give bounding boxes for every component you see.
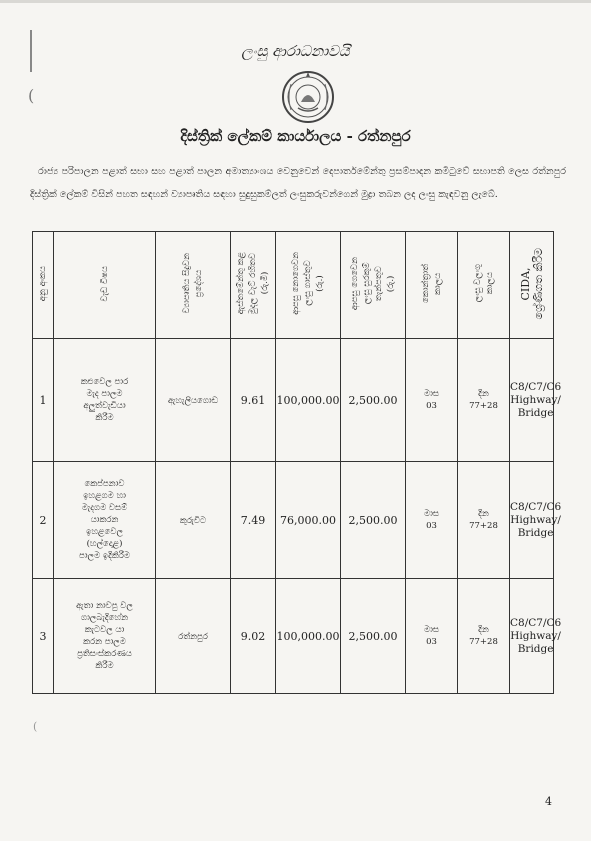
cell-cida: C8/C7/C6 Highway/ Bridge bbox=[510, 579, 554, 694]
cell-duration: මාස 03 bbox=[406, 339, 458, 462]
cell-security: 2,500.00 bbox=[341, 339, 406, 462]
cell-validity: දින 77+28 bbox=[458, 339, 510, 462]
col-header-work: වැඩ විෂය bbox=[54, 232, 156, 339]
cell-no: 2 bbox=[33, 462, 54, 579]
cell-fee: 100,000.00 bbox=[276, 339, 341, 462]
cell-work: කළුවෙල පාර මැද පාලම අලුත්වැඩියා කිරීම bbox=[54, 339, 156, 462]
cell-security: 2,500.00 bbox=[341, 579, 406, 694]
cell-validity: දින 77+28 bbox=[458, 462, 510, 579]
cell-location: කුරුවිට bbox=[156, 462, 231, 579]
intro-paragraph: රාජ්‍ය පරිපාලන පළාත් සභා සහ පළාත් පාලන අමාත්‍යාංශය වෙනුවෙන් දෙපාර්තමේන්තු ප්‍රසම්පාදන කමිටුවේ සභාපති ලෙස රත්නපුර දිස්ත්‍රික් ලේකම් විසින් පහත සඳහන් ව්‍යාපෘතිය සඳහා සුදුසුකම්ලත් ලංසුකරුවන්ගෙන් මුද්‍රා තබන ලද ලංසු කැඳවනු ලැබේ. bbox=[30, 166, 566, 200]
col-header-location: ව්‍යාපෘතිය සිදුවන ප්‍රදේශය bbox=[156, 232, 231, 339]
cell-work: ඇතා නාවපු වල ගාලබැදිහේන කැටවල යා කරන පාලම ප්‍රතිසංස්කරණය කිරීම bbox=[54, 579, 156, 694]
tender-table bbox=[32, 231, 562, 694]
cell-duration: මාස 03 bbox=[406, 462, 458, 579]
col-header-validity: ලංසු වලංගු කාලය bbox=[458, 232, 510, 339]
cell-estimate: 9.02 bbox=[231, 579, 276, 694]
cell-location: රත්නපුර bbox=[156, 579, 231, 694]
cell-validity: දින 77+28 bbox=[458, 579, 510, 694]
cell-security: 2,500.00 bbox=[341, 462, 406, 579]
punch-hole-mark-lower: ( bbox=[33, 720, 38, 733]
col-header-estimate: ඇස්තමේන්තු කළ මුදල වැට් රහිතව (රු.මි) bbox=[231, 232, 276, 339]
cell-estimate: 7.49 bbox=[231, 462, 276, 579]
table-row bbox=[33, 462, 554, 579]
page-number: 4 bbox=[545, 795, 552, 808]
cell-estimate: 9.61 bbox=[231, 339, 276, 462]
punch-hole-mark: ( bbox=[28, 86, 35, 105]
cell-duration: මාස 03 bbox=[406, 579, 458, 694]
cell-cida: C8/C7/C6 Highway/ Bridge bbox=[510, 339, 554, 462]
col-header-security: ආපසු ගෙවෙන ලංසු සුරකුම් තැන්පතුව (රු.) bbox=[341, 232, 406, 339]
table-row bbox=[33, 339, 554, 462]
office-title: දිස්ත්‍රික් ලේකම් කාර්යාලය - රත්නපුර bbox=[180, 127, 411, 145]
header-row bbox=[33, 232, 554, 339]
table-row bbox=[33, 579, 554, 694]
cell-location: ඇහැලියගොඩ bbox=[156, 339, 231, 462]
cell-no: 3 bbox=[33, 579, 54, 694]
col-header-fee: ආපසු නොගෙවන ලංසු ගාස්තුව (රු.) bbox=[276, 232, 341, 339]
col-header-no: අනු අංකය bbox=[33, 232, 54, 339]
cell-work: කෙප්පනාව ඉහළගම හා මැදගම වසම් යාකරන ඉහළවෙල (හල්දොළ) පාලම ඉදිකිරීම bbox=[54, 462, 156, 579]
invitation-heading: ලංසු ආරාධනාවයි bbox=[241, 42, 350, 60]
state-emblem-icon bbox=[279, 68, 337, 126]
page-edge bbox=[0, 0, 591, 3]
cell-no: 1 bbox=[33, 339, 54, 462]
cell-fee: 100,000.00 bbox=[276, 579, 341, 694]
cell-fee: 76,000.00 bbox=[276, 462, 341, 579]
col-header-duration: කොන්ත්‍රාත් කාලය bbox=[406, 232, 458, 339]
cell-cida: C8/C7/C6 Highway/ Bridge bbox=[510, 462, 554, 579]
col-header-cida: CIDA, ශ්‍රේණිගත කිරීම bbox=[510, 232, 554, 339]
